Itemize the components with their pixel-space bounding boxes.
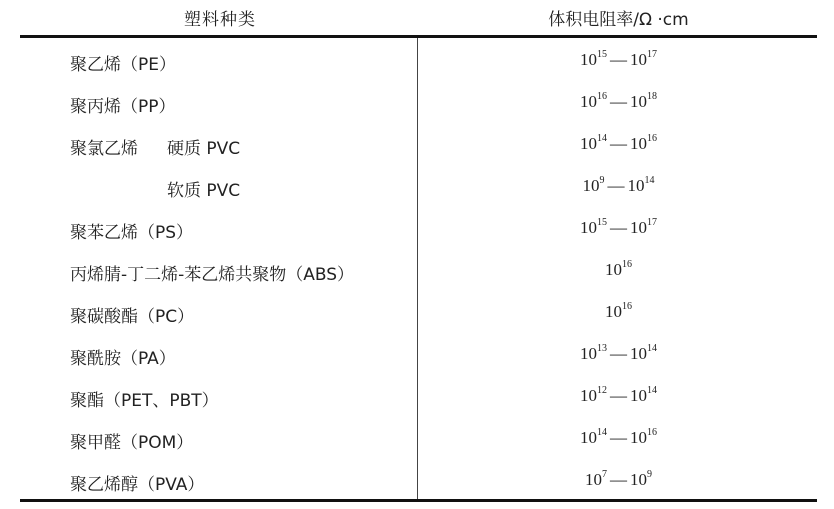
table-row: [20, 333, 817, 375]
resistivity-value: [420, 470, 817, 490]
range-dash: —: [610, 344, 627, 363]
range-dash: —: [607, 176, 625, 195]
value-exponent-high: 17: [647, 49, 657, 61]
value-base: 10: [605, 302, 622, 321]
value-exponent-low: 15: [597, 217, 607, 229]
value-base: 10: [580, 92, 597, 111]
value-base-high: 10: [630, 386, 647, 405]
value-exponent-high: 17: [647, 217, 657, 229]
plastic-subtype: 软质 PVC: [167, 181, 241, 201]
value-exponent-low: 14: [597, 427, 607, 439]
value-base: 10: [582, 176, 600, 195]
value-base: 10: [580, 134, 597, 153]
resistivity-value: [420, 50, 817, 70]
table-row: [20, 375, 817, 417]
table-row: [20, 249, 817, 291]
table-row: [20, 39, 817, 81]
range-dash: —: [610, 470, 627, 489]
value-exponent-low: 7: [602, 469, 607, 481]
value-exponent-low: 13: [597, 343, 607, 355]
value-base: 10: [605, 260, 622, 279]
resistivity-value: [420, 218, 817, 238]
range-dash: —: [610, 134, 627, 153]
value-base-high: 10: [627, 176, 645, 195]
value-base: 10: [585, 470, 602, 489]
value-base-high: 10: [630, 344, 647, 363]
value-exponent-low: 16: [622, 259, 632, 271]
resistivity-table: [20, 0, 817, 509]
value-exponent-low: 12: [597, 385, 607, 397]
resistivity-value: [420, 176, 817, 196]
plastic-name: 聚苯乙烯（PS）: [70, 223, 194, 243]
range-dash: —: [610, 386, 627, 405]
table-row: [20, 123, 817, 165]
value-base: 10: [580, 50, 597, 69]
plastic-name: 聚丙烯（PP）: [70, 97, 176, 117]
range-dash: —: [610, 92, 627, 111]
plastic-name: 聚乙烯醇（PVA）: [70, 475, 205, 495]
range-dash: —: [610, 428, 627, 447]
value-base: 10: [580, 344, 597, 363]
table-row: [20, 165, 817, 207]
plastic-name: 聚氯乙烯: [70, 139, 138, 159]
range-dash: —: [610, 50, 627, 69]
resistivity-value: [420, 302, 817, 322]
value-exponent-high: 9: [647, 469, 652, 481]
resistivity-value: [420, 92, 817, 112]
bottom-rule: [20, 499, 817, 502]
value-base-high: 10: [630, 218, 647, 237]
plastic-name: 聚乙烯（PE）: [70, 55, 176, 75]
value-exponent-high: 16: [647, 133, 657, 145]
resistivity-value: [420, 344, 817, 364]
value-exponent-high: 16: [647, 427, 657, 439]
top-rule: [20, 35, 817, 38]
value-exponent-low: 14: [597, 133, 607, 145]
value-exponent-low: 16: [622, 301, 632, 313]
value-base-high: 10: [630, 428, 647, 447]
value-exponent-low: 9: [599, 175, 605, 187]
value-base-high: 10: [630, 134, 647, 153]
value-exponent-high: 14: [644, 175, 655, 187]
value-exponent-high: 14: [647, 343, 657, 355]
value-base: 10: [580, 428, 597, 447]
plastic-subtype: 硬质 PVC: [167, 139, 241, 159]
value-base-high: 10: [630, 92, 647, 111]
table-row: [20, 417, 817, 459]
resistivity-value: [420, 134, 817, 154]
table-row: [20, 291, 817, 333]
value-exponent-high: 18: [647, 91, 657, 103]
plastic-name: 聚酰胺（PA）: [70, 349, 176, 369]
table-row: [20, 81, 817, 123]
value-exponent-low: 16: [597, 91, 607, 103]
plastic-name: 聚甲醛（POM）: [70, 433, 194, 453]
table-row: [20, 459, 817, 501]
range-dash: —: [610, 218, 627, 237]
value-base: 10: [580, 218, 597, 237]
plastic-name: 丙烯腈-丁二烯-苯乙烯共聚物（ABS）: [70, 265, 355, 285]
value-base: 10: [580, 386, 597, 405]
value-base-high: 10: [630, 470, 647, 489]
header-plastic-type: 塑料种类: [184, 10, 256, 30]
header-volume-resistivity: 体积电阻率/Ω ·cm: [548, 10, 689, 30]
resistivity-value: [420, 260, 817, 280]
table-row: [20, 207, 817, 249]
plastic-name: 聚碳酸酯（PC）: [70, 307, 195, 327]
plastic-name: 聚酯（PET、PBT）: [70, 391, 219, 411]
value-exponent-low: 15: [597, 49, 607, 61]
value-base-high: 10: [630, 50, 647, 69]
value-exponent-high: 14: [647, 385, 657, 397]
table-header: [20, 0, 817, 36]
resistivity-value: [420, 386, 817, 406]
resistivity-value: [420, 428, 817, 448]
